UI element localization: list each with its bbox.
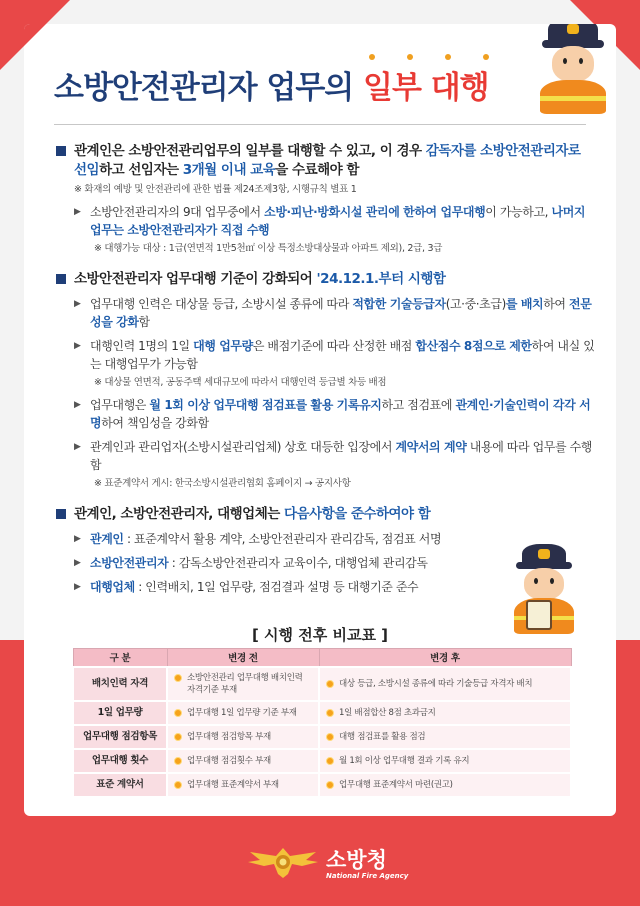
dot-bullet-icon <box>326 709 334 717</box>
section2-item-4-note: ※ 표준계약서 게시: 한국소방시설관리협회 홈페이지 → 공지사항 <box>94 478 351 489</box>
row-label: 업무대행 횟수 <box>73 749 167 773</box>
emphasis-dots <box>369 54 489 60</box>
after-cell: 업무대행 표준계약서 마련(권고) <box>319 773 571 797</box>
triangle-bullet-icon: ▶ <box>74 207 81 217</box>
section3-heading: 관계인, 소방안전관리자, 대행업체는 다음사항을 준수하여야 함 <box>56 505 596 524</box>
brand-name-english: National Fire Agency <box>326 872 409 880</box>
triangle-bullet-icon: ▶ <box>74 582 81 592</box>
dot-bullet-icon <box>174 709 182 717</box>
triangle-bullet-icon: ▶ <box>74 299 81 309</box>
before-cell: 소방안전관리 업무대행 배치인력 자격기준 부재 <box>167 667 319 701</box>
dot-bullet-icon <box>174 733 182 741</box>
title-main: 소방안전관리자 업무의 <box>54 70 364 106</box>
before-cell: 업무대행 1일 업무량 기준 부재 <box>167 701 319 725</box>
row-label: 1일 업무량 <box>73 701 167 725</box>
dot-bullet-icon <box>174 781 182 789</box>
section3-item-2: ▶ 소방안전관리자 : 감독소방안전관리자 교육이수, 대행업체 관리감독 <box>74 556 428 570</box>
square-bullet-icon <box>56 146 66 156</box>
section1-note: ※ 화재의 예방 및 안전관리에 관한 법률 제24조제3항, 시행규칙 별표 1 <box>74 184 357 195</box>
section1-heading: 관계인은 소방안전관리업무의 일부를 대행할 수 있고, 이 경우 감독자를 소방안전관리자로 선임하고 선임자는 3개월 이내 교육을 수료해야 함 <box>56 142 596 180</box>
title-divider <box>54 124 586 125</box>
dot-bullet-icon <box>326 680 334 688</box>
after-cell: 월 1회 이상 업무대행 결과 기록 유지 <box>319 749 571 773</box>
section2-item-1: ▶ 업무대행 인력은 대상물 등급, 소방시설 종류에 따라 적합한 기술등급자(고·중·초급)를 배치하여 전문성을 강화함 <box>74 297 592 329</box>
section1-item-note: ※ 대행가능 대상 : 1급(연면적 1만5천㎡ 이상 특정소방대상물과 아파트 제외), 2급, 3급 <box>94 243 443 254</box>
footer <box>0 840 640 890</box>
fire-agency-emblem-icon <box>246 844 320 880</box>
triangle-bullet-icon: ▶ <box>74 534 81 544</box>
comparison-table <box>72 648 572 798</box>
section3-item-3: ▶ 대행업체 : 인력배치, 1일 업무량, 점검결과 설명 등 대행기준 준수 <box>74 580 419 594</box>
section2-item-2: ▶ 대행인력 1명의 1일 대행 업무량은 배점기준에 따라 산정한 배점 합산점수 8점으로 제한하여 내실 있는 대행업무가 가능함 <box>74 339 595 371</box>
row-label: 배치인력 자격 <box>73 667 167 701</box>
main-content <box>56 142 596 596</box>
dot-bullet-icon <box>174 757 182 765</box>
column-header: 구 분 <box>73 649 167 667</box>
dot-bullet-icon <box>326 733 334 741</box>
dot-bullet-icon <box>326 781 334 789</box>
section3-item-1: ▶ 관계인 : 표준계약서 활용 계약, 소방안전관리자 관리감독, 점검표 서명 <box>74 532 442 546</box>
triangle-bullet-icon: ▶ <box>74 400 81 410</box>
triangle-bullet-icon: ▶ <box>74 558 81 568</box>
firefighter-mascot-icon <box>534 24 612 114</box>
section2-heading: 소방안전관리자 업무대행 기준이 강화되어 '24.12.1.부터 시행함 <box>56 270 596 289</box>
dot-bullet-icon <box>174 674 182 682</box>
card-corner-fold <box>24 24 46 46</box>
table-row <box>73 725 571 749</box>
title-highlight: 일부 대행 <box>363 70 489 106</box>
brand-name: 소방청 <box>326 848 387 872</box>
after-cell: 1일 배점합산 8점 초과금지 <box>319 701 571 725</box>
table-row <box>73 773 571 797</box>
firefighter-clipboard-mascot-icon <box>510 544 580 634</box>
dot-bullet-icon <box>326 757 334 765</box>
section2-item-3: ▶ 업무대행은 월 1회 이상 업무대행 점검표를 활용 기록유지하고 점검표에 관계인·기술인력이 각각 서명하여 책임성을 강화함 <box>74 398 591 430</box>
page-title <box>54 62 534 107</box>
after-cell: 대상 등급, 소방시설 종류에 따라 기술등급 자격자 배치 <box>319 667 571 701</box>
after-cell: 대행 점검표를 활용 점검 <box>319 725 571 749</box>
column-header: 변경 전 <box>167 649 319 667</box>
table-row <box>73 667 571 701</box>
triangle-bullet-icon: ▶ <box>74 341 81 351</box>
section2-item-2-note: ※ 대상물 연면적, 공동주택 세대규모에 따라서 대행인력 등급별 차등 배점 <box>94 377 387 388</box>
poster-card <box>24 24 616 816</box>
comparison-title: [ 시행 전후 비교표 ] <box>251 626 389 644</box>
triangle-bullet-icon: ▶ <box>74 442 81 452</box>
section2-item-4: ▶ 관계인과 관리업자(소방시설관리업체) 상호 대등한 입장에서 계약서의 계약 내용에 따라 업무를 수행함 <box>74 440 592 472</box>
column-header: 변경 후 <box>319 649 571 667</box>
row-label: 표준 계약서 <box>73 773 167 797</box>
square-bullet-icon <box>56 274 66 284</box>
square-bullet-icon <box>56 509 66 519</box>
before-cell: 업무대행 점검항목 부재 <box>167 725 319 749</box>
table-row <box>73 749 571 773</box>
row-label: 업무대행 점검항목 <box>73 725 167 749</box>
before-cell: 업무대행 점검횟수 부재 <box>167 749 319 773</box>
before-cell: 업무대행 표준계약서 부재 <box>167 773 319 797</box>
table-header-row <box>73 649 571 667</box>
table-row <box>73 701 571 725</box>
section1-item: ▶ 소방안전관리자의 9대 업무중에서 소방·피난·방화시설 관리에 한하여 업무대행이 가능하고, 나머지 업무는 소방안전관리자가 직접 수행 <box>74 205 586 237</box>
